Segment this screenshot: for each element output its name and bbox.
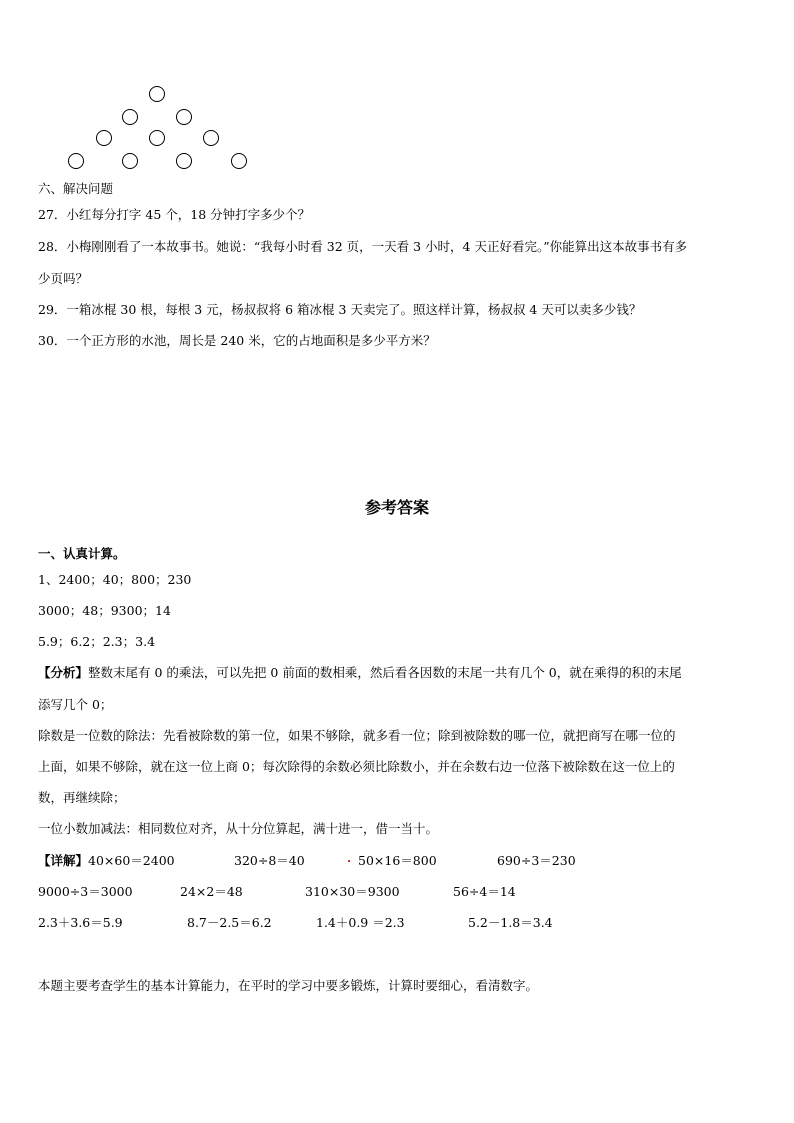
answer-line-3: 5.9；6.2；2.3；3.4 bbox=[38, 634, 156, 649]
detail-row-1-cell-4: 690÷3＝230 bbox=[497, 853, 576, 868]
part1-heading: 一、认真计算。 bbox=[38, 546, 126, 561]
summary-line: 本题主要考查学生的基本计算能力，在平时的学习中要多锻炼，计算时要细心，看清数字。 bbox=[38, 978, 539, 993]
detail-label: 【详解】 bbox=[38, 853, 89, 868]
analysis-line-2: 添写几个 0； bbox=[38, 697, 113, 712]
detail-row-2-cell-4: 56÷4＝14 bbox=[453, 884, 516, 899]
circle bbox=[68, 153, 84, 169]
circle bbox=[149, 86, 165, 102]
circle bbox=[176, 153, 192, 169]
question-28-line-2: 少页吗？ bbox=[38, 271, 89, 286]
question-30: 30．一个正方形的水池，周长是 240 米，它的占地面积是多少平方米？ bbox=[38, 333, 436, 348]
circle bbox=[96, 130, 112, 146]
detail-row-3-cell-2: 8.7－2.5＝6.2 bbox=[187, 915, 272, 930]
division-line-3: 数，再继续除； bbox=[38, 790, 126, 805]
division-line-1: 除数是一位数的除法：先看被除数的第一位，如果不够除，就多看一位；除到被除数的哪一位，就把商写在哪一位的 bbox=[38, 728, 676, 743]
circle bbox=[122, 109, 138, 125]
answers-title: 参考答案 bbox=[364, 498, 429, 517]
detail-row-2-cell-1: 9000÷3＝3000 bbox=[38, 884, 133, 899]
answer-line-2: 3000；48；9300；14 bbox=[38, 603, 171, 618]
detail-row-3-cell-1: 2.3＋3.6＝5.9 bbox=[38, 915, 123, 930]
analysis-label: 【分析】 bbox=[38, 665, 89, 680]
section-heading: 六、解决问题 bbox=[38, 181, 114, 196]
detail-row-3-cell-3: 1.4＋0.9 ＝2.3 bbox=[316, 915, 405, 930]
circle bbox=[149, 130, 165, 146]
division-line-2: 上面，如果不够除，就在这一位上商 0；每次除得的余数必须比除数小，并在余数右边一位落下被除数在这一位上的 bbox=[38, 759, 675, 774]
detail-row-2-cell-2: 24×2＝48 bbox=[180, 884, 243, 899]
answer-line-1: 1、2400；40；800；230 bbox=[38, 572, 192, 587]
circle bbox=[176, 109, 192, 125]
detail-value: 40×60＝2400 bbox=[88, 853, 175, 868]
analysis-text: 整数末尾有 0 的乘法，可以先把 0 前面的数相乘，然后看各因数的末尾一共有几个 0，就在乘得的积的末尾 bbox=[88, 665, 682, 680]
question-27: 27．小红每分打字 45 个，18 分钟打字多少个？ bbox=[38, 207, 311, 222]
detail-row-3-cell-4: 5.2－1.8＝3.4 bbox=[468, 915, 553, 930]
question-28-line-1: 28．小梅刚刚看了一本故事书。她说：“我每小时看 32 页，一天看 3 小时，4 天正好看完。”你能算出这本故事书有多 bbox=[38, 239, 688, 254]
circle bbox=[203, 130, 219, 146]
decimal-line: 一位小数加减法：相同数位对齐，从十分位算起，满十进一，借一当十。 bbox=[38, 821, 439, 836]
question-29: 29．一箱冰棍 30 根，每根 3 元，杨叔叔将 6 箱冰棍 3 天卖完了。照这样计算，杨叔叔 4 天可以卖多少钱？ bbox=[38, 302, 642, 317]
stray-dot bbox=[348, 860, 350, 862]
analysis-line-1 bbox=[38, 665, 682, 681]
detail-row-1-cell-2: 320÷8＝40 bbox=[234, 853, 305, 868]
circle bbox=[122, 153, 138, 169]
circle bbox=[231, 153, 247, 169]
detail-row-2-cell-3: 310×30＝9300 bbox=[305, 884, 400, 899]
detail-row-1-cell-1 bbox=[38, 853, 175, 869]
detail-row-1-cell-3: 50×16＝800 bbox=[358, 853, 437, 868]
